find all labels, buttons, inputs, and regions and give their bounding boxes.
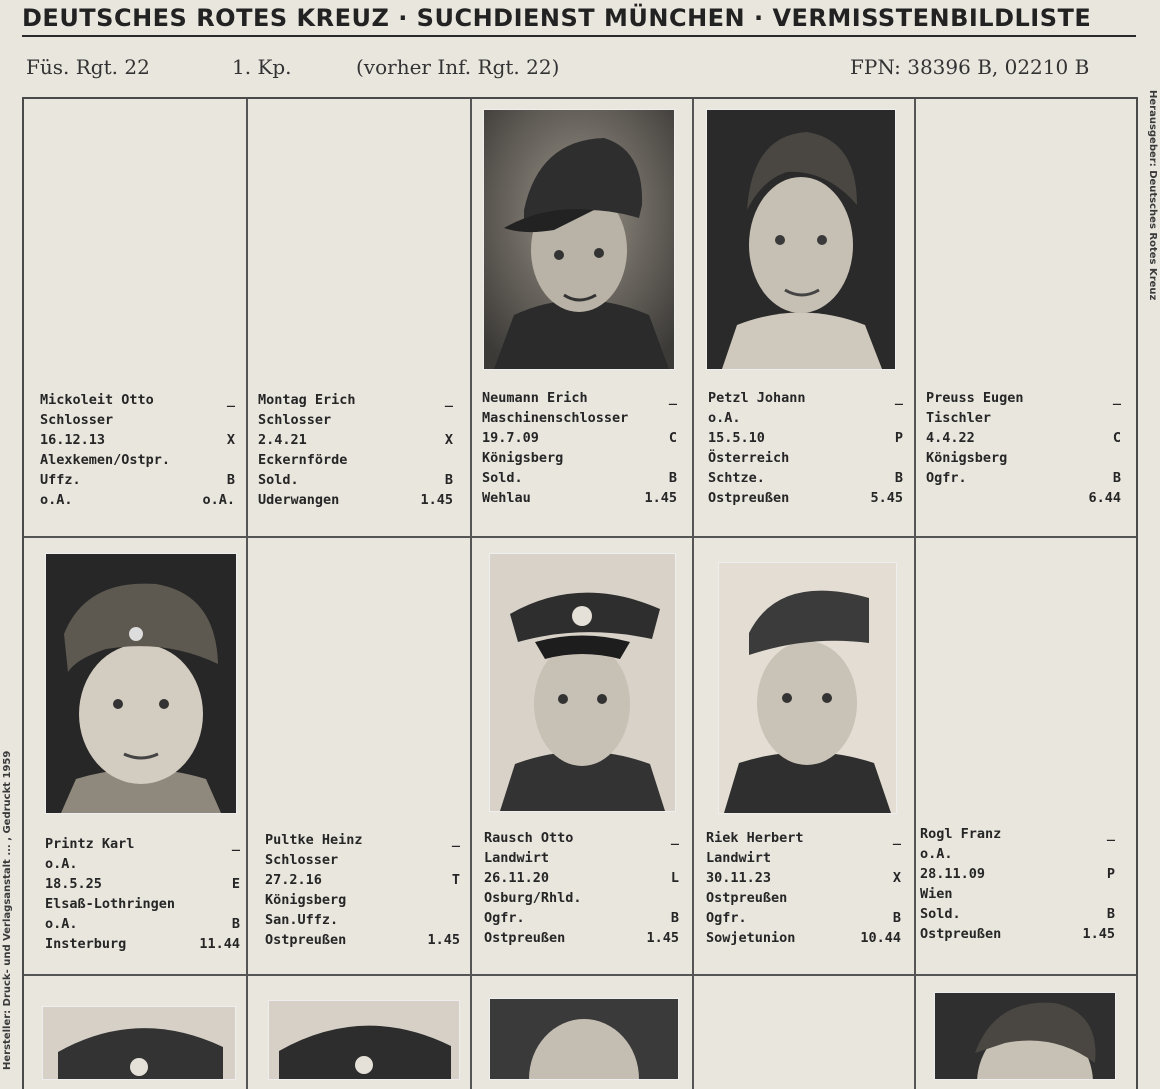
person-occupation: o.A. (45, 856, 78, 872)
person-name: Neumann Erich (482, 390, 588, 406)
person-birthdate: 27.2.16 (265, 872, 322, 888)
person-last-place: o.A. (40, 492, 73, 508)
person-occupation: Schlosser (265, 852, 339, 868)
person-birthdate: 2.4.21 (258, 432, 307, 448)
person-name: Pultke Heinz (265, 832, 363, 848)
previous-unit-label: (vorher Inf. Rgt. 22) (356, 55, 560, 79)
person-occupation: o.A. (708, 410, 741, 426)
person-name: Preuss Eugen (926, 390, 1024, 406)
grid-divider (24, 974, 1136, 976)
person-last-date: 1.45 (420, 492, 453, 508)
person-rank: o.A. (45, 916, 78, 932)
person-entry: Neumann Erich _ Maschinenschlosser 19.7.09 C Königsberg Sold. B Wehlau 1.45 (482, 390, 677, 506)
person-last-place: Ostpreußen (265, 932, 347, 948)
grid-divider (692, 99, 694, 1089)
person-origin: Ostpreußen (706, 890, 788, 906)
person-last-date: 5.45 (870, 490, 903, 506)
person-occupation: Landwirt (706, 850, 772, 866)
soldier-field-cap-photo (483, 109, 675, 370)
right-margin-imprint: Herausgeber: Deutsches Rotes Kreuz (1147, 90, 1158, 301)
person-rank: Ogfr. (926, 470, 967, 486)
person-origin: Osburg/Rhld. (484, 890, 582, 906)
person-last-place: Sowjetunion (706, 930, 796, 946)
person-name: Rogl Franz (920, 826, 1002, 842)
person-birthdate: 4.4.22 (926, 430, 975, 446)
soldier-peaked-cap-photo (42, 1006, 236, 1080)
person-rank: Ogfr. (484, 910, 525, 926)
person-occupation: Tischler (926, 410, 992, 426)
person-birthdate: 19.7.09 (482, 430, 539, 446)
person-birthdate: 30.11.23 (706, 870, 772, 886)
person-name: Montag Erich (258, 392, 356, 408)
person-last-place: Ostpreußen (708, 490, 790, 506)
person-birthdate: 26.11.20 (484, 870, 550, 886)
person-last-date: 11.44 (199, 936, 240, 952)
person-name: Riek Herbert (706, 830, 804, 846)
person-name: Mickoleit Otto (40, 392, 154, 408)
person-entry: Preuss Eugen _ Tischler 4.4.22 C Königsberg Ogfr. B 6.44 (926, 390, 1121, 506)
grid-divider (914, 99, 916, 1089)
person-origin: Alexkemen/Ostpr. (40, 452, 171, 468)
person-entry: Riek Herbert _ Landwirt 30.11.23 X Ostpreußen Ogfr. B Sowjetunion 10.44 (706, 830, 901, 946)
person-origin: Königsberg (265, 892, 347, 908)
person-occupation: Schlosser (258, 412, 332, 428)
soldier-fur-cap-photo (45, 553, 237, 814)
grid-divider (246, 99, 248, 1089)
person-entry: Montag Erich _ Schlosser 2.4.21 X Eckernförde Sold. B Uderwangen 1.45 (258, 392, 453, 508)
person-entry: Pultke Heinz _ Schlosser 27.2.16 T Königsberg San.Uffz. Ostpreußen 1.45 (265, 832, 460, 948)
soldier-peaked-cap-photo (489, 553, 676, 812)
company-label: 1. Kp. (232, 55, 292, 79)
person-last-date: 10.44 (860, 930, 901, 946)
person-origin: Königsberg (482, 450, 564, 466)
person-last-date: 1.45 (646, 930, 679, 946)
grid-divider (24, 536, 1136, 538)
person-name: Printz Karl (45, 836, 135, 852)
person-last-date: 1.45 (427, 932, 460, 948)
person-last-place: Ostpreußen (484, 930, 566, 946)
person-last-date: 6.44 (1088, 490, 1121, 506)
person-origin: Österreich (708, 450, 790, 466)
person-last-date: o.A. (202, 492, 235, 508)
person-entry: Petzl Johann _ o.A. 15.5.10 P Österreich Schtze. B Ostpreußen 5.45 (708, 390, 903, 506)
person-origin: Elsaß-Lothringen (45, 896, 176, 912)
person-origin: Wien (920, 886, 953, 902)
person-rank: Sold. (920, 906, 961, 922)
person-last-place: Wehlau (482, 490, 531, 506)
person-occupation: Landwirt (484, 850, 550, 866)
person-name: Petzl Johann (708, 390, 806, 406)
person-origin: Eckernförde (258, 452, 348, 468)
person-birthdate: 16.12.13 (40, 432, 106, 448)
person-last-place: Insterburg (45, 936, 127, 952)
person-birthdate: 28.11.09 (920, 866, 986, 882)
man-bare-head-photo (706, 109, 896, 370)
person-last-date: 1.45 (1082, 926, 1115, 942)
person-entry: Rogl Franz _ o.A. 28.11.09 P Wien Sold. B Ostpreußen 1.45 (920, 826, 1115, 942)
man-bare-head-photo (934, 992, 1116, 1080)
person-last-place: Ostpreußen (920, 926, 1002, 942)
person-occupation: Maschinenschlosser (482, 410, 629, 426)
person-entry: Mickoleit Otto _ Schlosser 16.12.13 X Alexkemen/Ostpr. Uffz. B o.A. o.A. (40, 392, 235, 508)
person-rank: San.Uffz. (265, 912, 339, 928)
person-occupation: o.A. (920, 846, 953, 862)
soldier-peaked-cap-photo (268, 1000, 460, 1080)
title-rule (22, 35, 1136, 37)
person-origin: Königsberg (926, 450, 1008, 466)
person-entry: Printz Karl _ o.A. 18.5.25 E Elsaß-Lothringen o.A. B Insterburg 11.44 (45, 836, 240, 952)
person-last-place: Uderwangen (258, 492, 340, 508)
person-birthdate: 18.5.25 (45, 876, 102, 892)
person-name: Rausch Otto (484, 830, 574, 846)
person-last-date: 1.45 (644, 490, 677, 506)
person-rank: Schtze. (708, 470, 765, 486)
person-rank: Uffz. (40, 472, 81, 488)
fpn-label: FPN: 38396 B, 02210 B (850, 55, 1090, 79)
person-rank: Ogfr. (706, 910, 747, 926)
grid-divider (470, 99, 472, 1089)
page-title: DEUTSCHES ROTES KREUZ · SUCHDIENST MÜNCHEN · VERMISSTENBILDLISTE (22, 4, 1092, 32)
person-birthdate: 15.5.10 (708, 430, 765, 446)
soldier-side-cap-photo (718, 562, 897, 814)
person-occupation: Schlosser (40, 412, 114, 428)
regiment-label: Füs. Rgt. 22 (26, 55, 150, 79)
left-margin-imprint: Hersteller: Druck- und Verlagsanstalt ... , Gedruckt 1959 (2, 750, 13, 1070)
person-entry: Rausch Otto _ Landwirt 26.11.20 L Osburg/Rhld. Ogfr. B Ostpreußen 1.45 (484, 830, 679, 946)
bald-head-photo (489, 998, 679, 1080)
person-rank: Sold. (482, 470, 523, 486)
person-rank: Sold. (258, 472, 299, 488)
